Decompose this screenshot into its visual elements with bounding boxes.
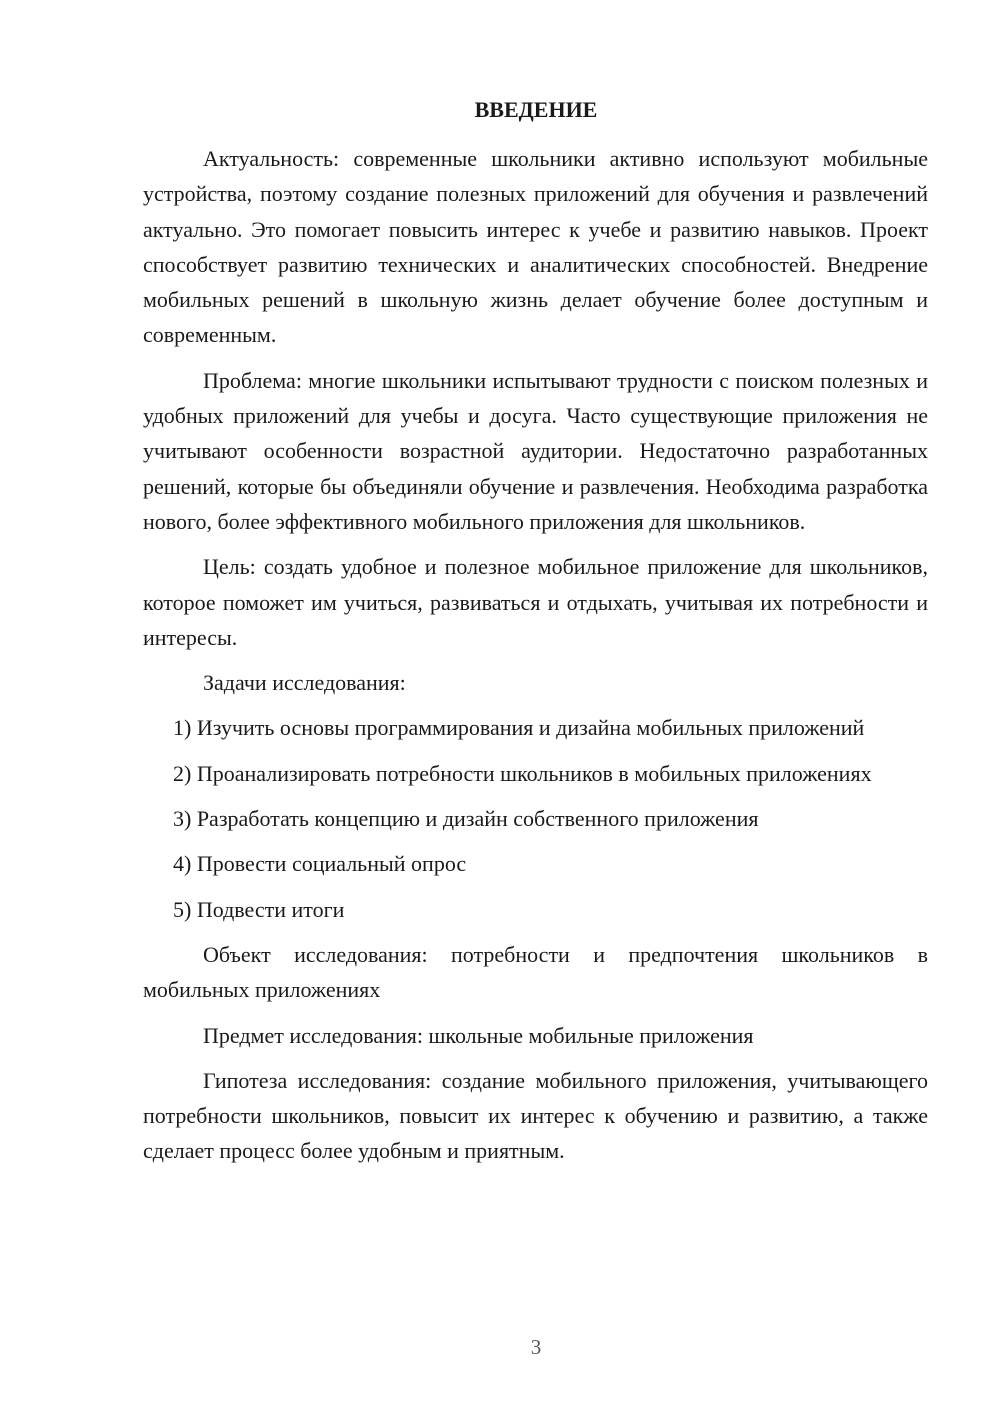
tasks-heading: Задачи исследования: bbox=[203, 670, 406, 696]
hypothesis-paragraph: Гипотеза исследования: создание мобильного приложения, учитывающего потребности школьников, повысит их интерес к обучению и развитию, а также сделает процесс более удобным и приятным. bbox=[143, 1067, 928, 1164]
relevance-paragraph: Актуальность: современные школьники активно используют мобильные устройства, поэтому создание полезных приложений для обучения и развлечений актуально. Это помогает повысить интерес к учебе и развитию навыков. Проект способствует развитию технических и аналитических способностей. Внедрение мобильных решений в школьную жизнь делает обучение более доступным и современным. bbox=[143, 146, 928, 348]
goal-paragraph: Цель: создать удобное и полезное мобильное приложение для школьников, которое поможет им учиться, развиваться и отдыхать, учитывая их потребности и интересы. bbox=[143, 554, 928, 650]
object-paragraph: Объект исследования: потребности и предпочтения школьников в мобильных приложениях bbox=[143, 941, 928, 1003]
task-item-4: 4) Провести социальный опрос bbox=[173, 851, 467, 877]
document-body bbox=[143, 141, 928, 1179]
subject-paragraph: Предмет исследования: школьные мобильные приложения bbox=[203, 1022, 754, 1048]
problem-paragraph: Проблема: многие школьники испытывают трудности с поиском полезных и удобных приложений для учебы и досуга. Часто существующие приложения не учитывают особенности возрастной аудитории. Недостаточно разработанных решений, которые бы объединяли обучение и развлечения. Необходима разработка нового, более эффективного мобильного приложения для школьников. bbox=[143, 367, 928, 534]
task-item-1: 1) Изучить основы программирования и дизайна мобильных приложений bbox=[173, 715, 865, 741]
page-number: 3 bbox=[530, 1335, 542, 1359]
page-title: ВВЕДЕНИЕ bbox=[474, 97, 598, 122]
task-item-5: 5) Подвести итоги bbox=[173, 896, 345, 922]
task-item-3: 3) Разработать концепцию и дизайн собственного приложения bbox=[173, 806, 759, 832]
task-item-2: 2) Проанализировать потребности школьников в мобильных приложениях bbox=[173, 760, 872, 786]
